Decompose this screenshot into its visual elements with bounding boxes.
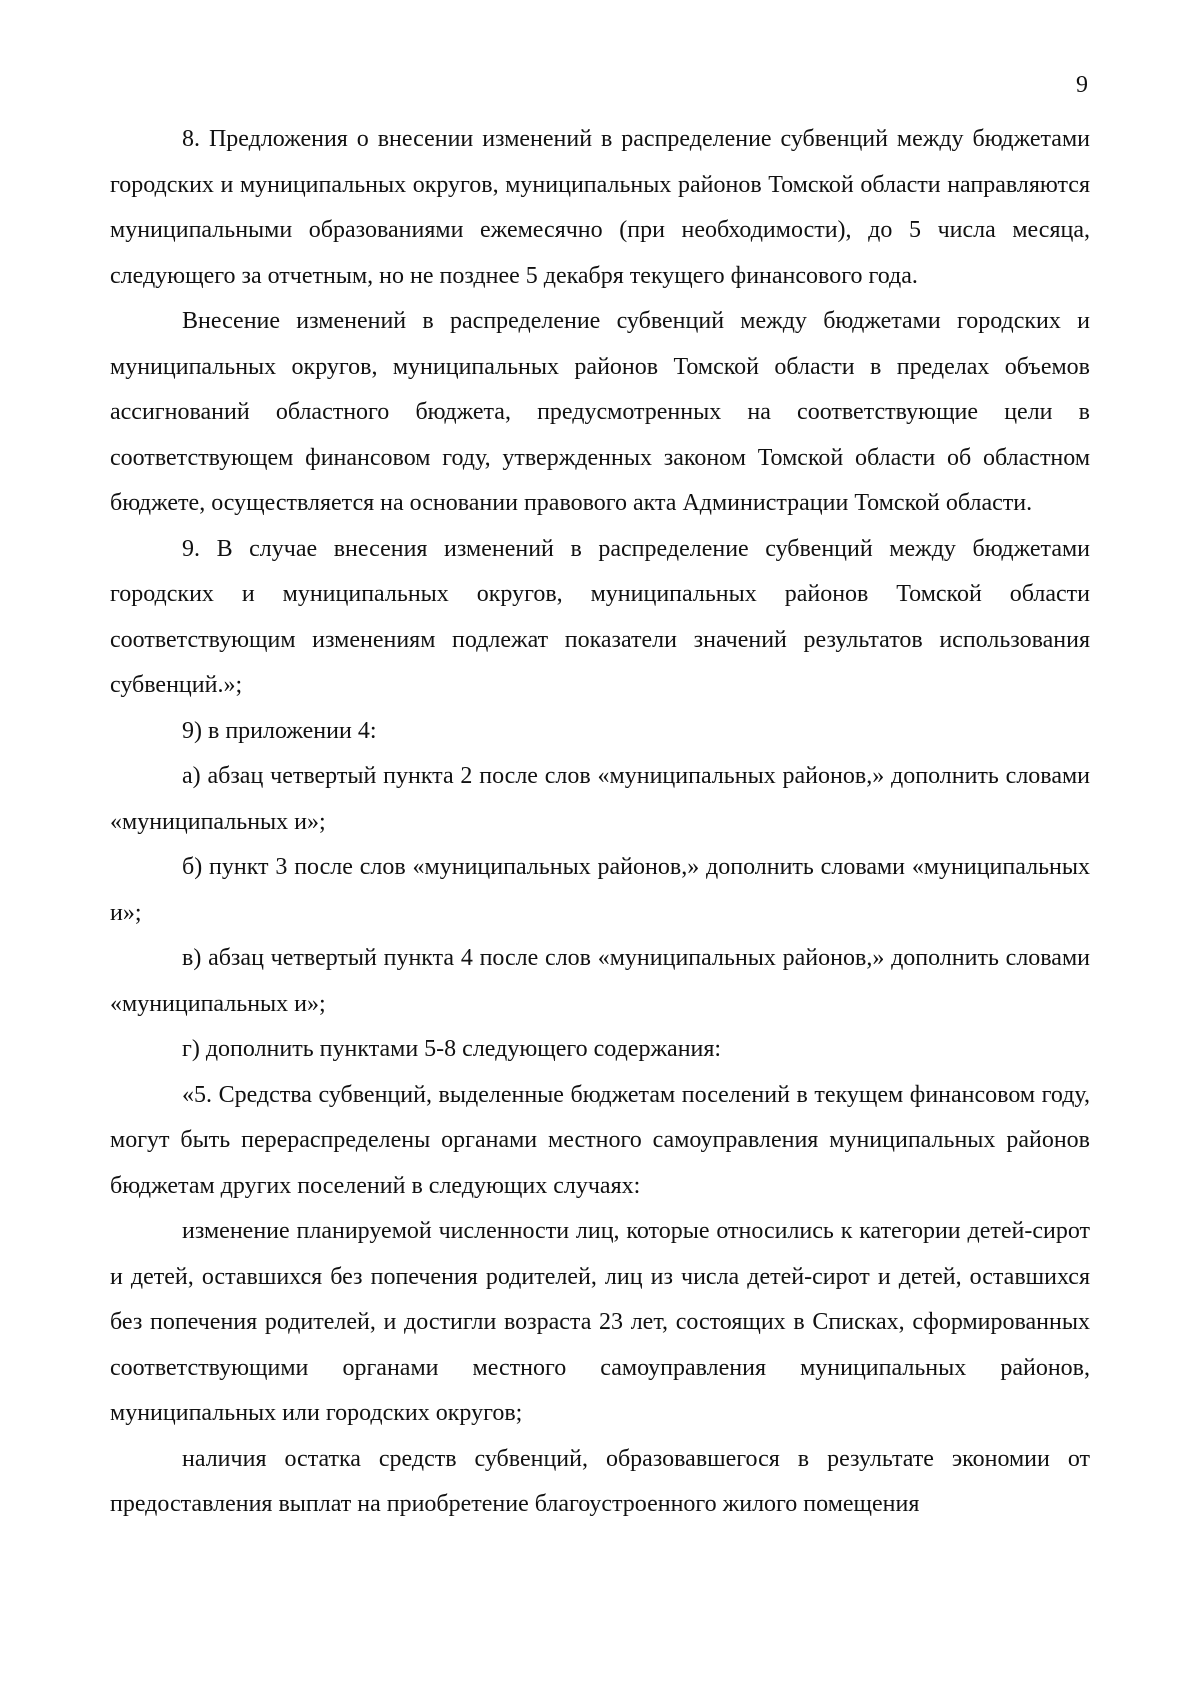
paragraph-new-item-5: «5. Средства субвенций, выделенные бюджетам поселений в текущем финансовом году, могут быть перераспределены органами местного самоуправления муниципальных районов бюджетам других поселений в следующих случаях: bbox=[110, 1081, 1090, 1199]
page-number: 9 bbox=[1076, 72, 1088, 98]
paragraph-amendment-procedure: Внесение изменений в распределение субвенций между бюджетами городских и муниципальных округов, муниципальных районов Томской области в пределах объемов ассигнований областного бюджета, предусмотренных на соответствующие цели в соответствующем финансовом году, утвержденных законом Томской области об областном бюджете, осуществляется на основании правового акта Администрации Томской области. bbox=[110, 308, 1090, 516]
paragraph-case-remaining-funds: наличия остатка средств субвенций, образовавшегося в результате экономии от предоставления выплат на приобретение благоустроенного жилого помещения bbox=[110, 1445, 1090, 1517]
paragraph-case-population-change: изменение планируемой численности лиц, которые относились к категории детей-сирот и детей, оставшихся без попечения родителей, лиц из числа детей-сирот и детей, оставшихся без попечения родителей, и достигли возраста 23 лет, состоящих в Списках, сформированных соответствующими органами местного самоуправления муниципальных районов, муниципальных или городских округов; bbox=[110, 1218, 1090, 1426]
paragraph-appendix-4: 9) в приложении 4: bbox=[182, 717, 377, 744]
paragraph-subitem-g: г) дополнить пунктами 5-8 следующего содержания: bbox=[182, 1036, 722, 1062]
document-body bbox=[110, 117, 1090, 1528]
paragraph-item-8: 8. Предложения о внесении изменений в распределение субвенций между бюджетами городских и муниципальных округов, муниципальных районов Томской области направляются муниципальными образованиями ежемесячно (при необходимости), до 5 числа месяца, следующего за отчетным, но не позднее 5 декабря текущего финансового года. bbox=[110, 126, 1090, 289]
paragraph-subitem-a: а) абзац четвертый пункта 2 после слов «муниципальных районов,» дополнить словами «муниципальных и»; bbox=[110, 763, 1090, 835]
paragraph-subitem-b: б) пункт 3 после слов «муниципальных районов,» дополнить словами «муниципальных и»; bbox=[110, 854, 1090, 926]
paragraph-item-9: 9. В случае внесения изменений в распределение субвенций между бюджетами городских и муниципальных округов, муниципальных районов Томской области соответствующим изменениям подлежат показатели значений результатов использования субвенций.»; bbox=[110, 535, 1090, 698]
paragraph-subitem-v: в) абзац четвертый пункта 4 после слов «муниципальных районов,» дополнить словами «муниципальных и»; bbox=[110, 945, 1090, 1017]
